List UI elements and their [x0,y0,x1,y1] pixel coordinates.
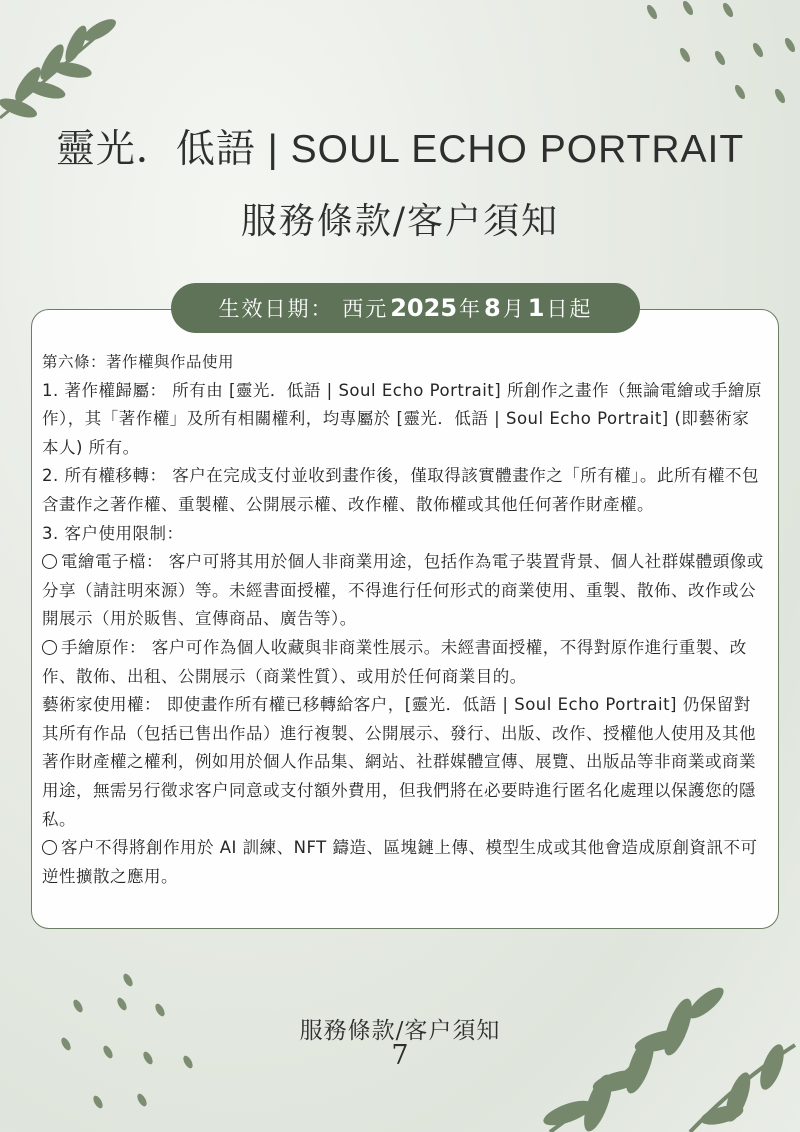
clause-ai-nft-prohibition [42,834,766,891]
bullet-circle-icon [42,640,57,655]
effective-date-month-suffix: 月 [502,297,526,321]
bullet-circle-icon [42,840,57,855]
clause-ai-nft-prohibition-text: 客户不得將創作用於 AI 訓練、NFT 鑄造、區塊鏈上傳、模型生成或其他會造成原創資訊不可逆性擴散之應用。 [42,838,758,886]
effective-date-day: 1 [527,294,545,322]
effective-date-day-suffix: 日起 [546,297,593,321]
effective-date-badge [171,283,640,333]
page-subtitle: 服務條款/客户須知 [240,201,560,242]
article-heading: 第六條：著作權與作品使用 [42,353,235,371]
footer-title: 服務條款/客户須知 [299,1018,501,1044]
effective-date-month: 8 [484,294,501,322]
clause-handmade-original [42,634,766,691]
bullet-circle-icon [42,554,57,569]
leaf-dots-top-right-icon [630,0,800,110]
clause-ownership-transfer: 2. 所有權移轉： 客户在完成支付並收到畫作後，僅取得該實體畫作之「所有權」。此所有權不包含畫作之著作權、重製權、公開展示權、改作權、散佈權或其他任何著作財產權。 [42,466,759,514]
clause-copyright-ownership: 1. 著作權歸屬： 所有由 [靈光．低語 | Soul Echo Portrait] 所創作之畫作（無論電繪或手繪原作），其「著作權」及所有相關權利，均專屬於 [靈光．低語 | Soul Echo Portrait] (即藝術家本人) 所有。 [42,380,762,457]
page-number: 7 [391,1040,409,1071]
clause-client-restrictions: 3. 客户使用限制： [42,523,184,543]
effective-date-prefix: 生效日期： 西元 [218,297,389,321]
article-body [42,348,766,891]
clause-handmade-original-text: 手繪原作： 客户可作為個人收藏與非商業性展示。未經書面授權，不得對原作進行重製、改作、散佈、出租、公開展示（商業性質）、或用於任何商業目的。 [42,637,747,686]
clause-digital-file [42,548,766,634]
effective-date-year: 2025 [390,294,458,322]
effective-date-year-suffix: 年 [459,297,483,321]
page-title: 靈光．低語 | SOUL ECHO PORTRAIT [55,128,745,171]
clause-artist-usage-rights: 藝術家使用權： 即使畫作所有權已移轉給客户，[靈光．低語 | Soul Echo Portrait] 仍保留對其所有作品（包括已售出作品）進行複製、公開展示、發行、出版、改作、授權他人使用及其他著作財產權之權利，例如用於個人作品集、網站、社群媒體宣傳、展覽、出版品等非商業或商業用途，無需另行徵求客户同意或支付額外費用，但我們將在必要時進行匿名化處理以保護您的隱私。 [42,695,756,829]
clause-digital-file-text: 電繪電子檔： 客户可將其用於個人非商業用途，包括作為電子裝置背景、個人社群媒體頭像或分享（請註明來源）等。未經書面授權，不得進行任何形式的商業使用、重製、散佈、改作或公開展示（用於販售、宣傳商品、廣告等）。 [42,552,764,629]
